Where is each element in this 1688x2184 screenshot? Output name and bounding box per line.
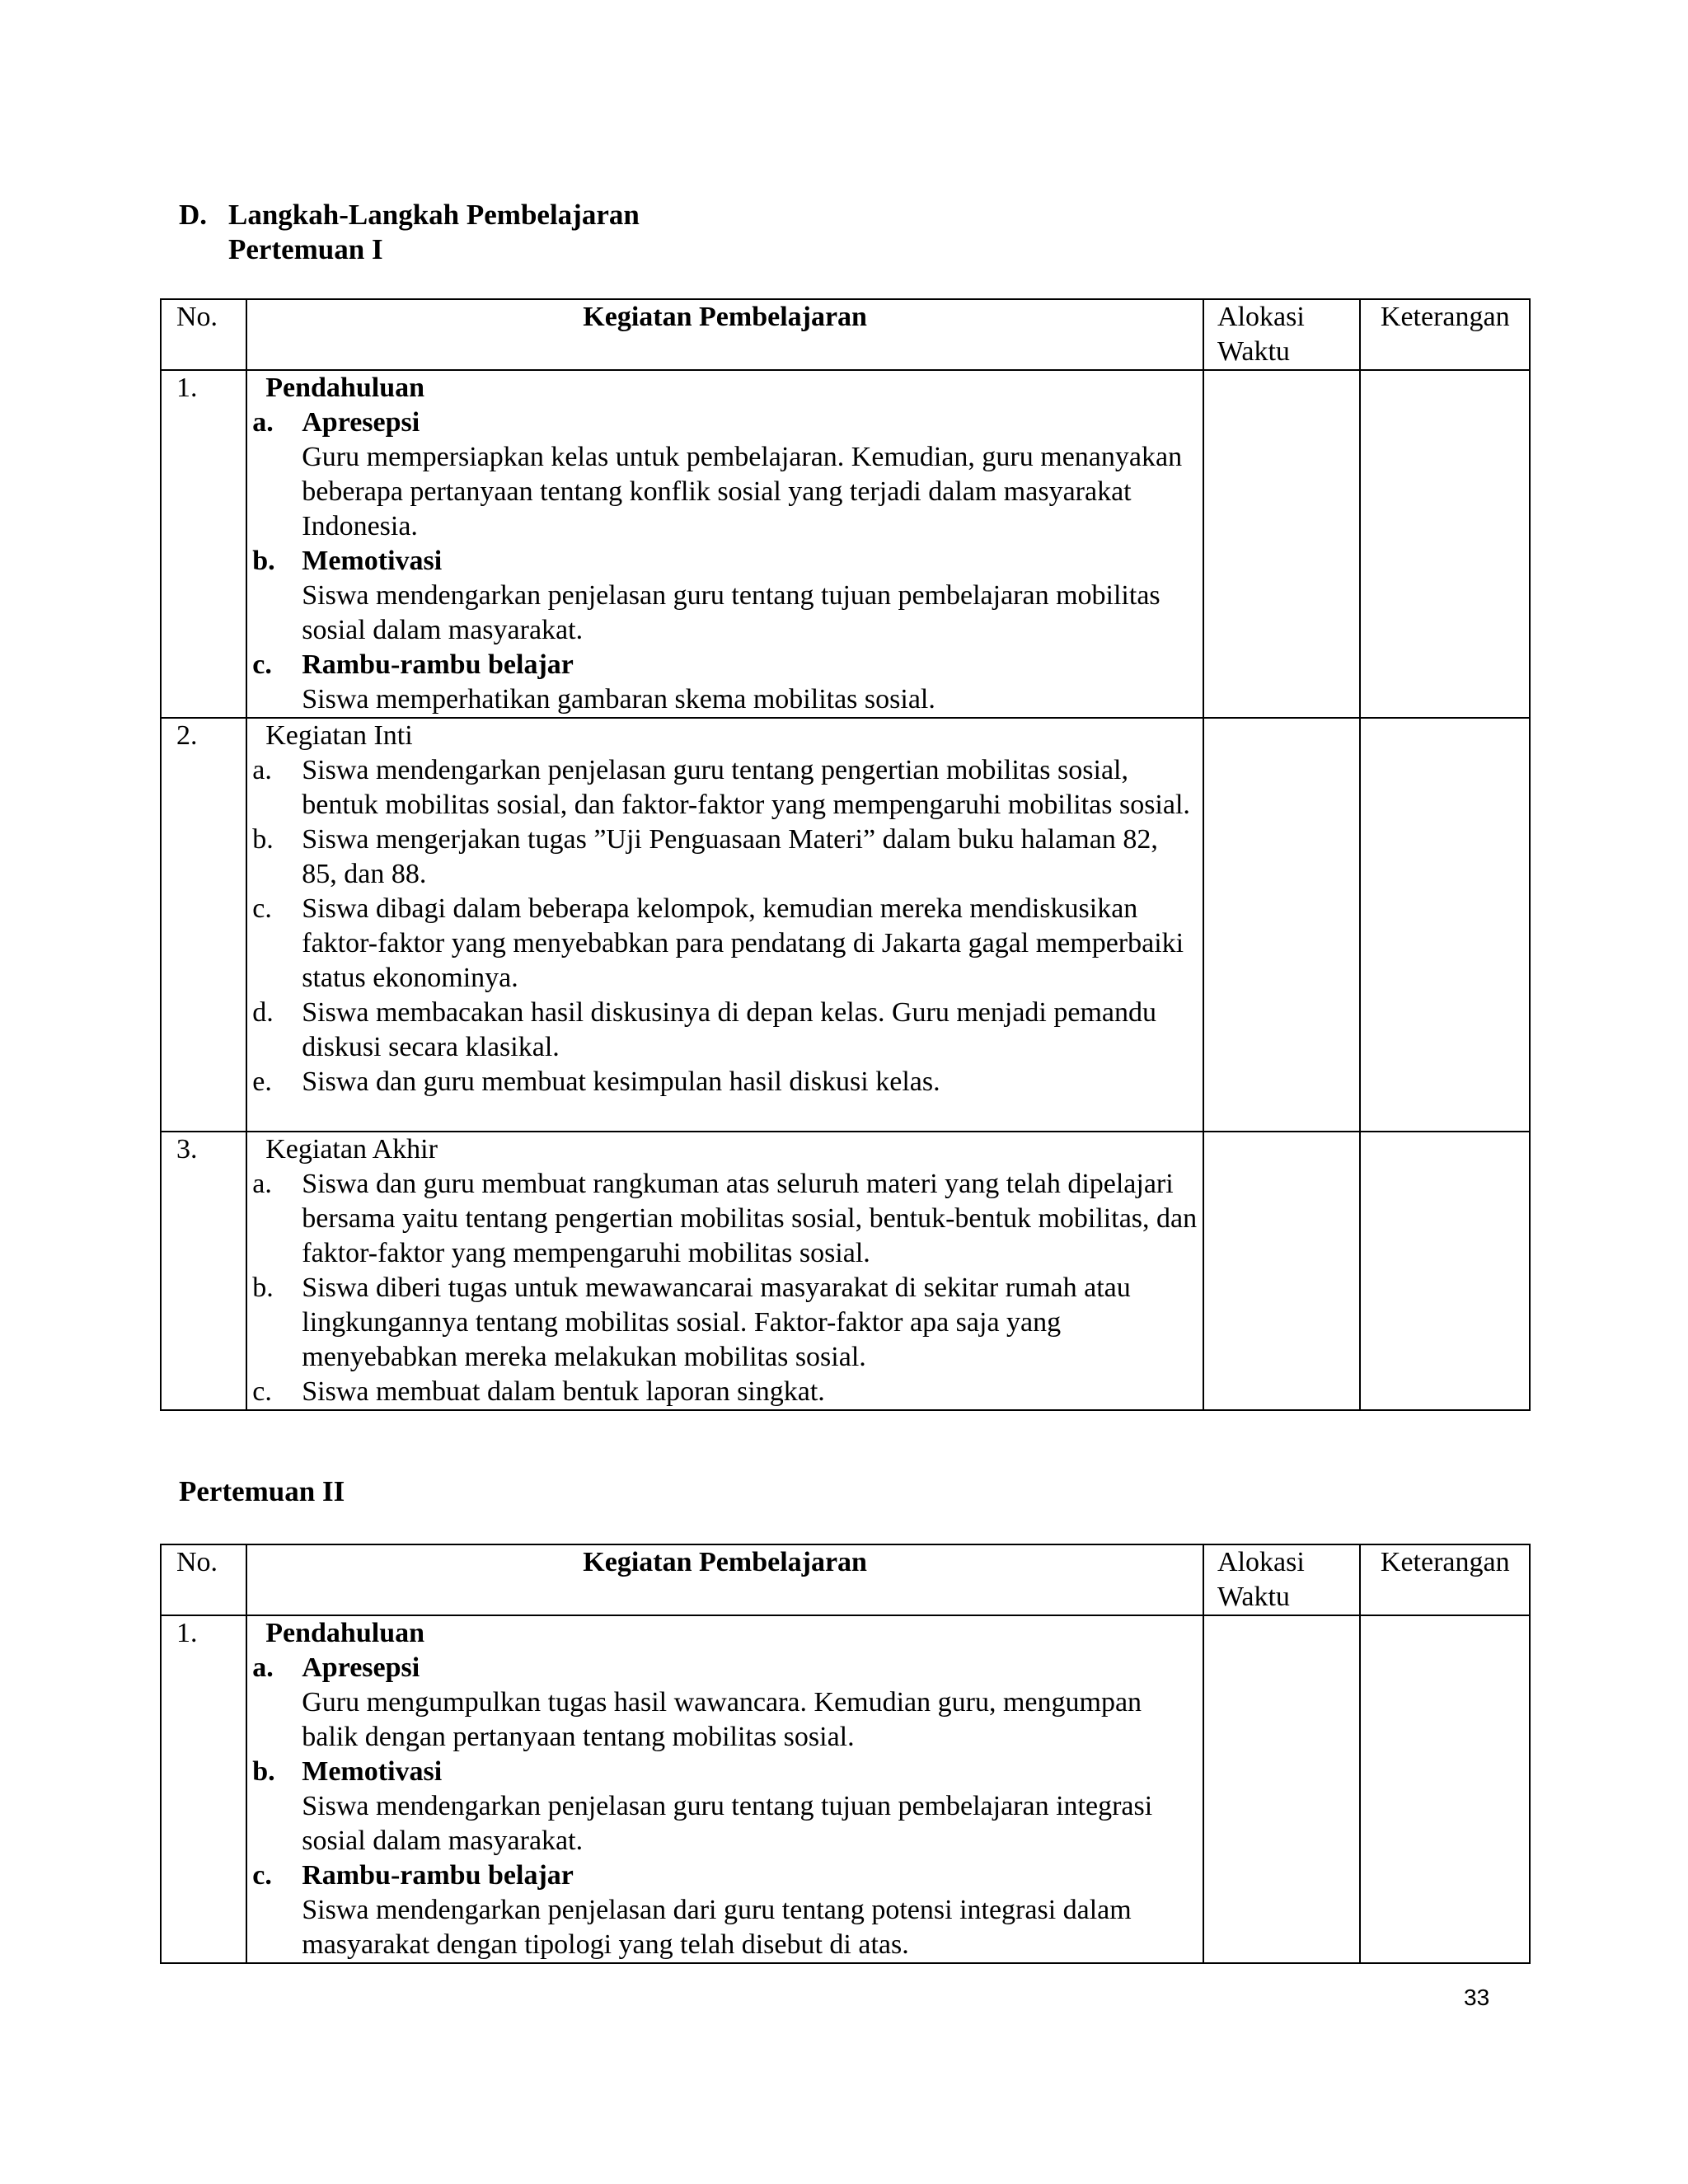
row-alokasi-cell — [1203, 1132, 1360, 1410]
list-item — [252, 1651, 1199, 1685]
row-title: Pendahuluan — [265, 373, 425, 403]
item-letter: b. — [252, 1272, 274, 1303]
row-keterangan-cell — [1360, 1615, 1530, 1963]
list-item — [252, 1755, 1199, 1789]
row-activities — [246, 718, 1203, 1132]
list-item — [252, 1065, 1199, 1099]
item-text: Siswa mendengarkan penjelasan guru tentang pengertian mobilitas sosial, bentuk mobilitas sosial, dan faktor-faktor yang mempengaruhi mobilitas sosial. — [302, 755, 1190, 820]
row-title: Kegiatan Akhir — [265, 1134, 438, 1165]
list-item — [252, 1271, 1199, 1375]
meeting-1-title: Pertemuan I — [228, 233, 383, 265]
item-letter: a. — [252, 1169, 272, 1199]
item-text: Siswa mendengarkan penjelasan guru tentang tujuan pembelajaran mobilitas sosial dalam masyarakat. — [302, 580, 1160, 645]
header-alokasi — [1203, 299, 1360, 370]
item-text: Siswa dibagi dalam beberapa kelompok, kemudian mereka mendiskusikan faktor-faktor yang menyebabkan para pendatang di Jakarta gagal memperbaiki status ekonominya. — [302, 893, 1184, 993]
row-keterangan-cell — [1360, 1132, 1530, 1410]
item-text: Siswa mendengarkan penjelasan guru tentang tujuan pembelajaran integrasi sosial dalam masyarakat. — [302, 1791, 1153, 1856]
list-item — [252, 405, 1199, 440]
row-alokasi-cell — [1203, 370, 1360, 718]
table-row — [161, 718, 1530, 1132]
table-row — [161, 1132, 1530, 1410]
row-activities — [246, 1132, 1203, 1410]
list-item — [252, 996, 1199, 1065]
item-title: Apresepsi — [302, 407, 420, 438]
list-item — [252, 823, 1199, 892]
list-item — [252, 648, 1199, 682]
header-no: No. — [161, 1544, 246, 1615]
row-number: 3. — [161, 1132, 246, 1410]
row-activities — [246, 1615, 1203, 1963]
row-keterangan-cell — [1360, 370, 1530, 718]
item-letter: c. — [252, 649, 272, 680]
item-text: Siswa mendengarkan penjelasan dari guru tentang potensi integrasi dalam masyarakat dengan tipologi yang telah disebut di atas. — [302, 1895, 1132, 1960]
header-keterangan: Keterangan — [1360, 1544, 1530, 1615]
list-item — [252, 1167, 1199, 1271]
meeting-2-table — [160, 1544, 1531, 1964]
row-number: 2. — [161, 718, 246, 1132]
item-text: Siswa mengerjakan tugas ”Uji Penguasaan Materi” dalam buku halaman 82, 85, dan 88. — [302, 824, 1158, 889]
item-letter: d. — [252, 997, 274, 1028]
row-title: Pendahuluan — [265, 1618, 425, 1648]
table-header-row — [161, 299, 1530, 370]
row-activities — [246, 370, 1203, 718]
item-text: Siswa membuat dalam bentuk laporan singkat. — [302, 1376, 825, 1407]
item-title: Memotivasi — [302, 1756, 443, 1787]
list-item — [252, 753, 1199, 823]
row-number: 1. — [161, 1615, 246, 1963]
header-keterangan: Keterangan — [1360, 299, 1530, 370]
item-text: Guru mengumpulkan tugas hasil wawancara. Kemudian guru, mengumpan balik dengan pertanyaan tentang mobilitas sosial. — [302, 1687, 1142, 1752]
item-letter: a. — [252, 1652, 274, 1683]
item-letter: b. — [252, 546, 275, 576]
row-number: 1. — [161, 370, 246, 718]
item-letter: e. — [252, 1066, 272, 1097]
item-title: Rambu-rambu belajar — [302, 1860, 574, 1891]
header-kegiatan: Kegiatan Pembelajaran — [246, 299, 1203, 370]
item-text: Siswa diberi tugas untuk mewawancarai masyarakat di sekitar rumah atau lingkungannya tentang mobilitas sosial. Faktor-faktor apa saja yang menyebabkan mereka melakukan mobilitas sosial. — [302, 1272, 1131, 1372]
row-keterangan-cell — [1360, 718, 1530, 1132]
header-alokasi-line2: Waktu — [1217, 1582, 1290, 1612]
header-kegiatan: Kegiatan Pembelajaran — [246, 1544, 1203, 1615]
header-alokasi-line1: Alokasi — [1217, 1547, 1305, 1577]
meeting-2-title: Pertemuan II — [179, 1475, 345, 1507]
list-item — [252, 892, 1199, 996]
item-letter: a. — [252, 407, 274, 438]
row-alokasi-cell — [1203, 718, 1360, 1132]
item-letter: b. — [252, 824, 274, 855]
list-item — [252, 544, 1199, 579]
header-no: No. — [161, 299, 246, 370]
section-heading — [179, 198, 640, 267]
section-title: Langkah-Langkah Pembelajaran — [228, 199, 640, 231]
table-row — [161, 1615, 1530, 1963]
row-alokasi-cell — [1203, 1615, 1360, 1963]
item-text: Guru mempersiapkan kelas untuk pembelajaran. Kemudian, guru menanyakan beberapa pertanyaan tentang konflik sosial yang terjadi dalam masyarakat Indonesia. — [302, 442, 1183, 541]
item-title: Rambu-rambu belajar — [302, 649, 574, 680]
list-item — [252, 1375, 1199, 1409]
table-header-row — [161, 1544, 1530, 1615]
header-alokasi — [1203, 1544, 1360, 1615]
page-number: 33 — [1464, 1985, 1490, 2010]
item-letter: a. — [252, 755, 272, 785]
item-text: Siswa memperhatikan gambaran skema mobilitas sosial. — [302, 684, 935, 715]
section-letter: D. — [179, 199, 208, 231]
item-letter: c. — [252, 1860, 272, 1891]
header-alokasi-line1: Alokasi — [1217, 302, 1305, 332]
list-item — [252, 1858, 1199, 1893]
item-text: Siswa dan guru membuat rangkuman atas seluruh materi yang telah dipelajari bersama yaitu tentang pengertian mobilitas sosial, bentuk-bentuk mobilitas, dan faktor-faktor yang mempengaruhi mobilitas sosial. — [302, 1169, 1198, 1268]
item-letter: b. — [252, 1756, 275, 1787]
table-row — [161, 370, 1530, 718]
item-letter: c. — [252, 893, 272, 924]
item-title: Memotivasi — [302, 546, 443, 576]
row-title: Kegiatan Inti — [265, 720, 413, 751]
item-text: Siswa membacakan hasil diskusinya di depan kelas. Guru menjadi pemandu diskusi secara klasikal. — [302, 997, 1157, 1062]
item-letter: c. — [252, 1376, 272, 1407]
item-title: Apresepsi — [302, 1652, 420, 1683]
header-alokasi-line2: Waktu — [1217, 336, 1290, 367]
item-text: Siswa dan guru membuat kesimpulan hasil diskusi kelas. — [302, 1066, 940, 1097]
meeting-1-table — [160, 298, 1531, 1411]
